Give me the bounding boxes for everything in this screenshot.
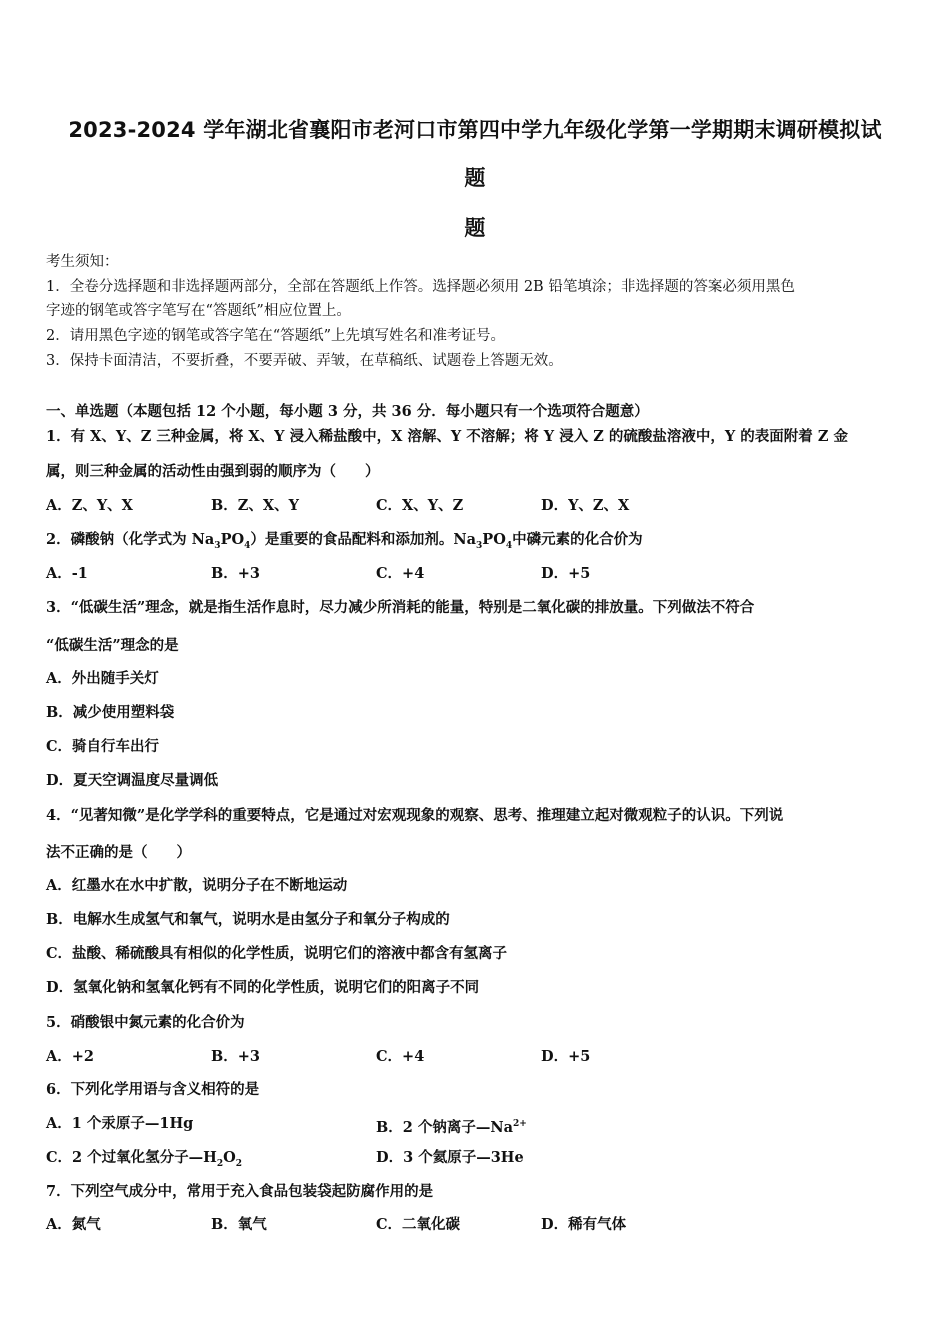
q7-option-b: B．氧气	[211, 1216, 267, 1233]
q5-option-a: A．+2	[46, 1048, 94, 1065]
q4-option-c: C．盐酸、稀硫酸具有相似的化学性质，说明它们的溶液中都含有氢离子	[46, 945, 508, 962]
q6-option-a: A．1 个汞原子—1Hg	[46, 1115, 194, 1132]
q2-stem: 2．磷酸钠（化学式为 $Na_3PO_4$）是重要的食品配料和添加剂。$Na_3PO_4$中磷元素的化合价为	[46, 531, 643, 551]
notice-item-2: 2．请用黑色字迹的钢笔或答字笔在“答题纸”上先填写姓名和准考证号。	[46, 328, 506, 344]
q4-stem-line-1: 4．“见著知微”是化学学科的重要特点，它是通过对宏观现象的观察、思考、推理建立起对微观粒子的认识。下列说	[46, 807, 784, 824]
q3-option-d: D．夏天空调温度尽量调低	[46, 772, 219, 789]
q4-option-d: D．氢氧化钠和氢氧化钙有不同的化学性质，说明它们的阳离子不同	[46, 979, 480, 996]
q1-stem-line-1: 1．有 X、Y、Z 三种金属，将 X、Y 浸入稀盐酸中，X 溶解、Y 不溶解；将 Y 浸入 Z 的硫酸盐溶液中，Y 的表面附着 Z 金	[46, 428, 848, 445]
q7-option-c: C．二氧化碳	[376, 1216, 461, 1233]
q5-option-b: B．+3	[211, 1048, 260, 1065]
q3-option-b: B．减少使用塑料袋	[46, 704, 175, 721]
q3-stem-line-2: “低碳生活”理念的是	[46, 637, 179, 654]
notice-item-3: 3．保持卡面清洁，不要折叠，不要弄破、弄皱，在草稿纸、试题卷上答题无效。	[46, 353, 563, 369]
notice-item-1a: 1．全卷分选择题和非选择题两部分，全部在答题纸上作答。选择题必须用 2B 铅笔填涂；非选择题的答案必须用黑色	[46, 279, 795, 295]
q5-option-d: D．+5	[541, 1048, 591, 1065]
q2-option-a: A．-1	[46, 565, 88, 582]
q1-option-a: A．Z、Y、X	[46, 497, 133, 514]
exam-title-line-2: 题	[464, 166, 486, 190]
q6-option-b: B．2 个钠离子$—Na^{2+}$	[376, 1118, 527, 1136]
q1-option-b: B．Z、X、Y	[211, 497, 299, 514]
q1-option-c: C．X、Y、Z	[376, 497, 464, 514]
exam-title-line-1: 2023-2024 学年湖北省襄阳市老河口市第四中学九年级化学第一学期期末调研模拟试	[68, 118, 882, 142]
q4-option-b: B．电解水生成氢气和氧气，说明水是由氢分子和氧分子构成的	[46, 911, 450, 928]
section-heading: 一、单选题（本题包括 12 个小题，每小题 3 分，共 36 分．每小题只有一个选项符合题意）	[46, 403, 649, 420]
q5-stem: 5．硝酸银中氮元素的化合价为	[46, 1014, 245, 1031]
q3-option-a: A．外出随手关灯	[46, 670, 159, 687]
q6-option-c: C．2 个过氧化氢分子$—H_2O_2$	[46, 1149, 243, 1169]
q2-option-d: D．+5	[541, 565, 591, 582]
q7-option-d: D．稀有气体	[541, 1216, 627, 1233]
exam-title-line-3: 题	[464, 216, 486, 240]
q6-stem: 6．下列化学用语与含义相符的是	[46, 1081, 260, 1098]
q4-option-a: A．红墨水在水中扩散，说明分子在不断地运动	[46, 877, 348, 894]
q1-stem-line-2: 属，则三种金属的活动性由强到弱的顺序为（ ）	[46, 463, 380, 480]
q5-option-c: C．+4	[376, 1048, 425, 1065]
q3-option-c: C．骑自行车出行	[46, 738, 160, 755]
q2-option-b: B．+3	[211, 565, 260, 582]
q7-option-a: A．氮气	[46, 1216, 101, 1233]
q2-option-c: C．+4	[376, 565, 425, 582]
q7-stem: 7．下列空气成分中，常用于充入食品包装袋起防腐作用的是	[46, 1183, 434, 1200]
q4-stem-line-2: 法不正确的是（ ）	[46, 844, 191, 861]
notice-heading: 考生须知：	[46, 254, 119, 270]
q1-option-d: D．Y、Z、X	[541, 497, 630, 514]
notice-item-1b: 字迹的钢笔或答字笔写在“答题纸”相应位置上。	[46, 303, 351, 319]
q6-option-d: D．3 个氦原子—3He	[376, 1149, 524, 1166]
q3-stem-line-1: 3．“低碳生活”理念，就是指生活作息时，尽力减少所消耗的能量，特别是二氧化碳的排放量。下列做法不符合	[46, 599, 755, 616]
